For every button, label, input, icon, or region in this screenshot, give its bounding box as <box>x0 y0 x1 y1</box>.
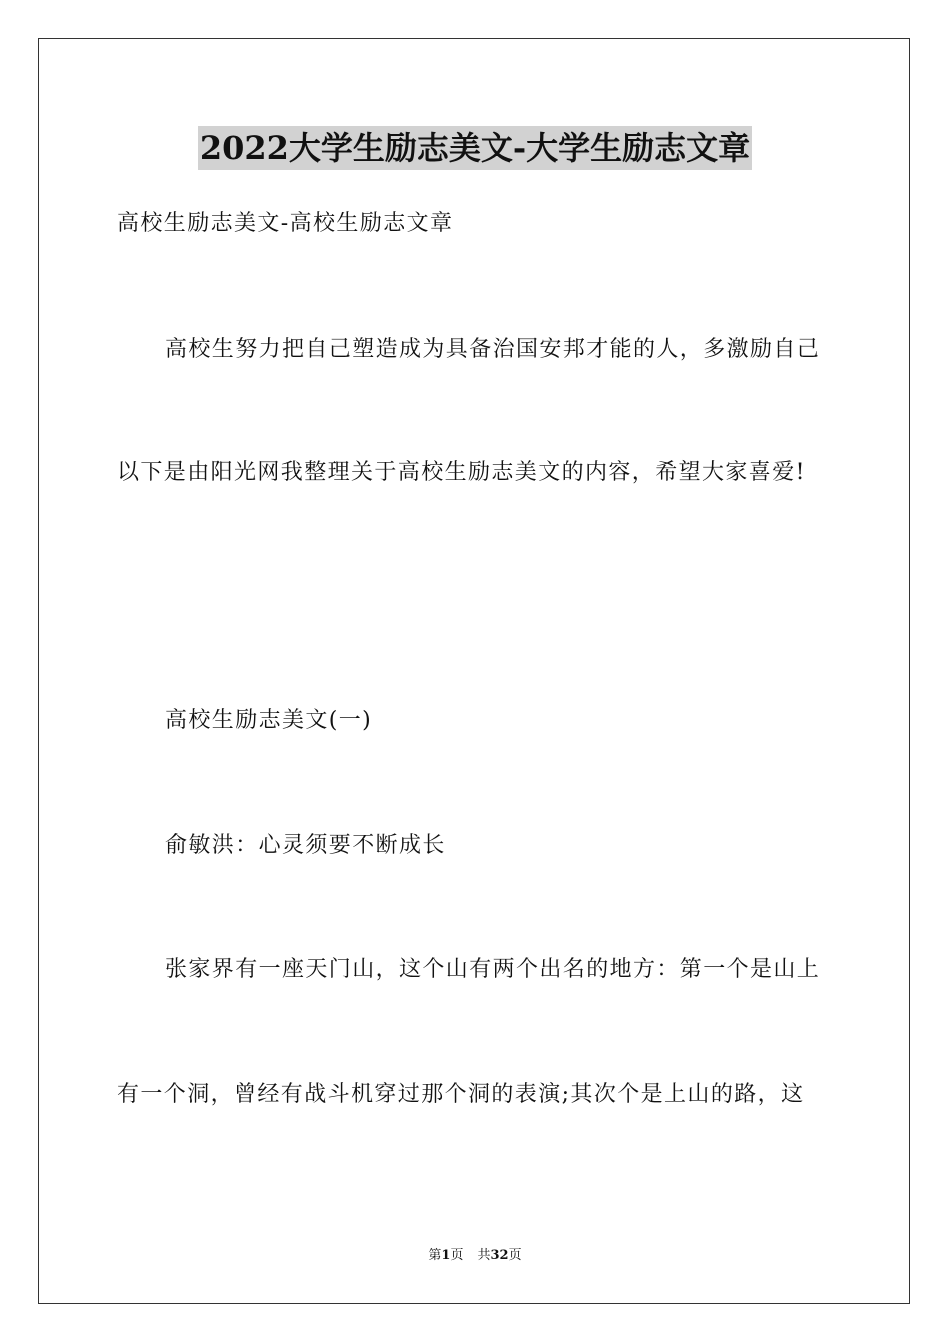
paragraph-1-line-1: 高校生努力把自己塑造成为具备治国安邦才能的人，多激励自己 <box>165 337 821 362</box>
total-suffix: 页 <box>508 1248 522 1263</box>
author-line: 俞敏洪：心灵须要不断成长 <box>165 833 446 858</box>
paragraph-2-line-1: 张家界有一座天门山，这个山有两个出名的地方：第一个是山上 <box>165 957 821 982</box>
current-page-number: 1 <box>441 1248 451 1263</box>
page-prefix: 第 <box>428 1248 442 1263</box>
document-title: 2022大学生励志美文-大学生励志文章 <box>198 126 752 170</box>
total-prefix: 共 <box>477 1248 491 1263</box>
page-suffix: 页 <box>450 1248 464 1263</box>
page-footer <box>0 1247 950 1265</box>
total-pages-number: 32 <box>490 1248 509 1263</box>
title-container <box>0 126 950 170</box>
document-subtitle: 高校生励志美文-高校生励志文章 <box>117 211 454 236</box>
section-heading: 高校生励志美文(一) <box>165 708 373 733</box>
paragraph-1-line-2: 以下是由阳光网我整理关于高校生励志美文的内容，希望大家喜爱! <box>117 460 806 485</box>
paragraph-2-line-2: 有一个洞，曾经有战斗机穿过那个洞的表演;其次个是上山的路，这 <box>117 1082 805 1107</box>
